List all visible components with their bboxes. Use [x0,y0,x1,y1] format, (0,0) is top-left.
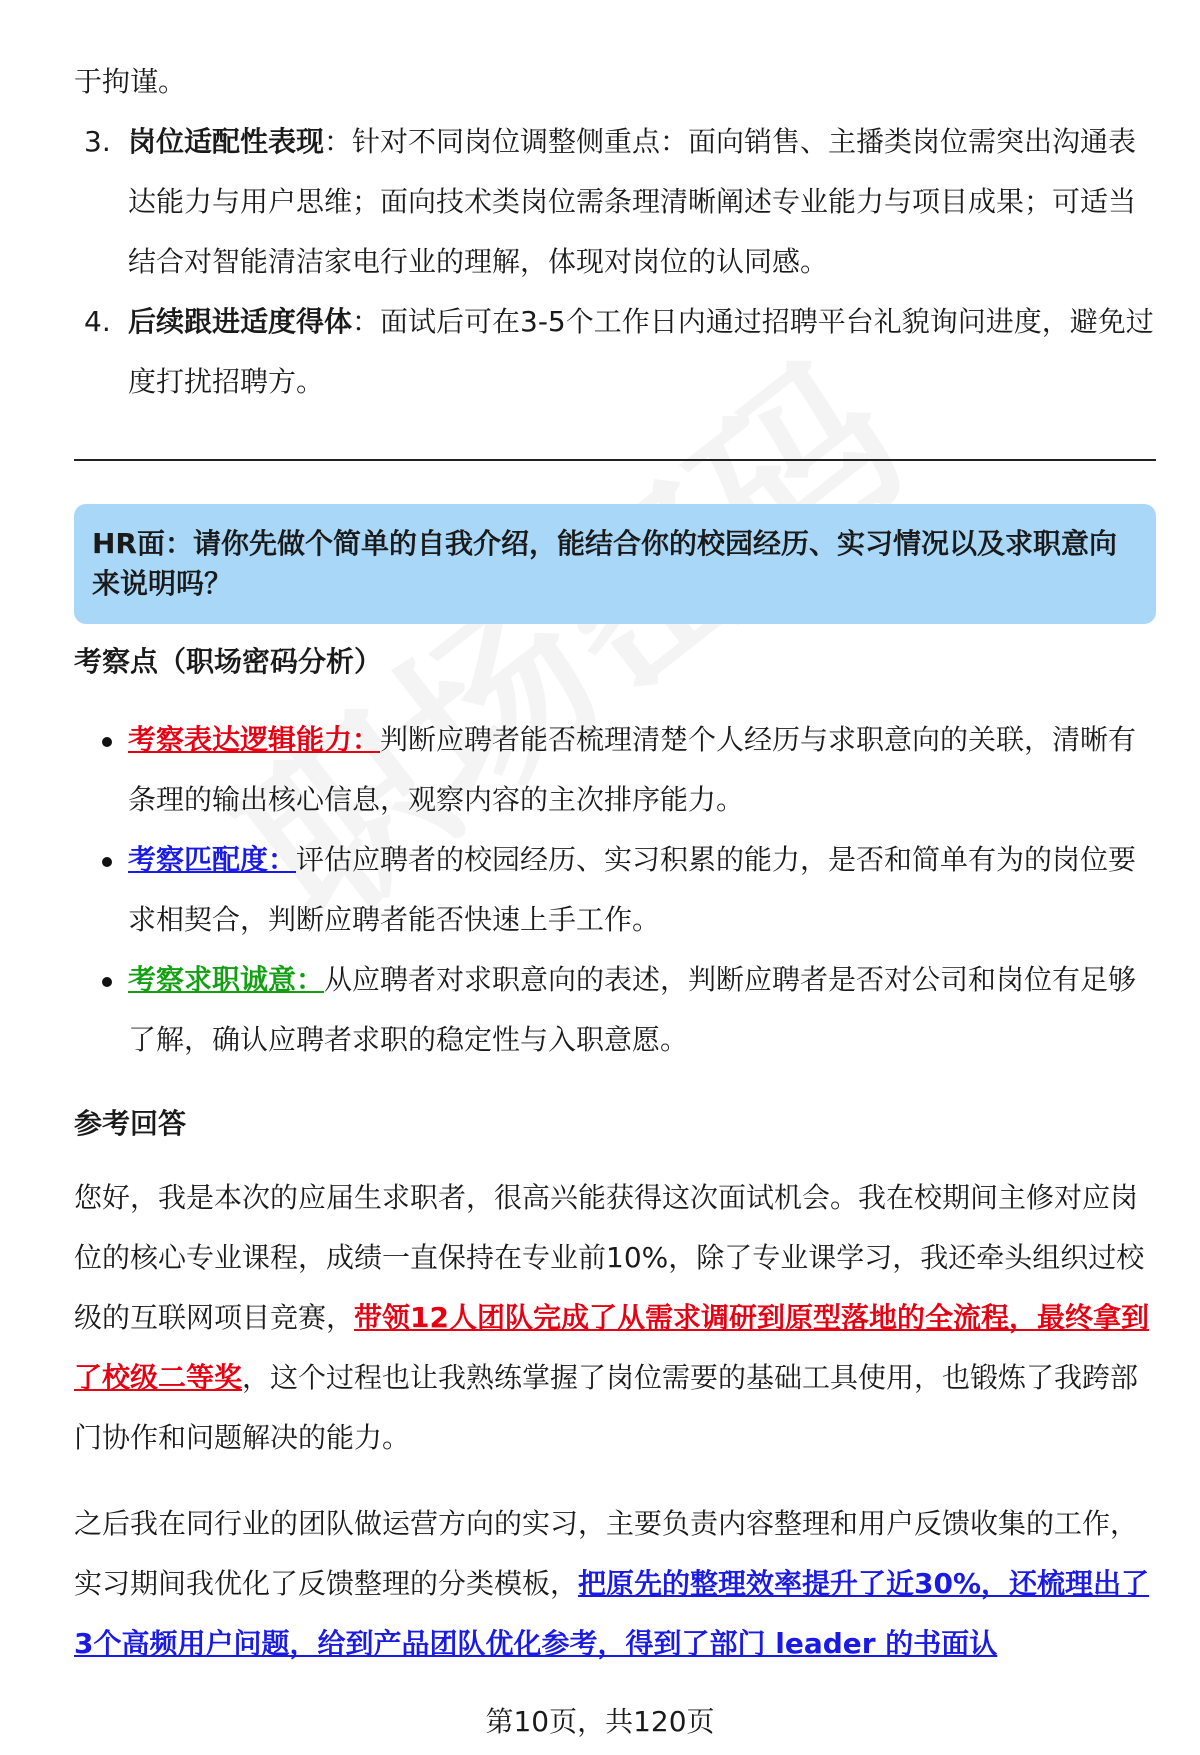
list-item [74,710,1154,830]
list-item [74,950,1154,1070]
bullet-icon [102,857,112,867]
list-item [74,830,1154,950]
list-item-text: ：面试后可在3-5个工作日内通过招聘平台礼貌询问进度，避免过度打扰招聘方。 [128,305,1154,398]
answer-paragraph-1 [74,1168,1154,1468]
page-footer: 第10页，共120页 [485,1705,715,1738]
points-list [74,710,1154,1070]
paragraph-text: 之后我在同行业的团队做运营方向的实习，主要负责内容整理和用户反馈收集的工作，实习期间我优化了反馈整理的分类模板， [74,1507,1139,1600]
point-text: 评估应聘者的校园经历、实习积累的能力，是否和简单有为的岗位要求相契合，判断应聘者能否快速上手工作。 [128,843,1137,936]
question-box [74,504,1156,624]
point-text: 判断应聘者能否梳理清楚个人经历与求职意向的关联，清晰有条理的输出核心信息，观察内容的主次排序能力。 [128,723,1137,816]
list-item-title: 岗位适配性表现 [128,125,325,158]
list-item-title: 后续跟进适度得体 [128,305,353,338]
list-number: 4. [84,305,111,338]
answer-heading: 参考回答 [74,1107,187,1140]
list-item-text: ：针对不同岗位调整侧重点：面向销售、主播类岗位需突出沟通表达能力与用户思维；面向技术类岗位需条理清晰阐述专业能力与项目成果；可适当结合对智能清洁家电行业的理解，体现对岗位的认同感。 [128,125,1137,278]
highlight-text: 把原先的整理效率提升了近30%，还梳理出了3个高频用户问题，给到产品团队优化参考，得到了部门 leader 的书面认 [74,1567,1150,1660]
point-label: 考察求职诚意： [128,963,325,996]
point-label: 考察表达逻辑能力： [128,723,381,756]
list-number: 3. [84,125,111,158]
bullet-icon [102,737,112,747]
points-heading: 考察点（职场密码分析） [74,645,383,678]
point-label: 考察匹配度： [128,843,297,876]
highlight-text: 带领12人团队完成了从需求调研到原型落地的全流程，最终拿到了校级二等奖 [74,1301,1149,1394]
answer-paragraph-2 [74,1494,1154,1674]
tips-list [74,112,1154,412]
paragraph-text: 您好，我是本次的应届生求职者，很高兴能获得这次面试机会。我在校期间主修对应岗位的核心专业课程，成绩一直保持在专业前10%，除了专业课学习，我还牵头组织过校级的互联网项目竞赛， [74,1181,1145,1334]
paragraph-text: ，这个过程也让我熟练掌握了岗位需要的基础工具使用，也锻炼了我跨部门协作和问题解决的能力。 [74,1361,1139,1454]
question-text: HR面：请你先做个简单的自我介绍，能结合你的校园经历、实习情况以及求职意向来说明吗？ [92,527,1117,600]
continuation-text: 于拘谨。 [74,65,187,98]
section-divider [74,459,1156,461]
list-item [74,112,1154,292]
bullet-icon [102,977,112,987]
list-item [74,292,1154,412]
point-text: 从应聘者对求职意向的表述，判断应聘者是否对公司和岗位有足够了解，确认应聘者求职的稳定性与入职意愿。 [128,963,1137,1056]
